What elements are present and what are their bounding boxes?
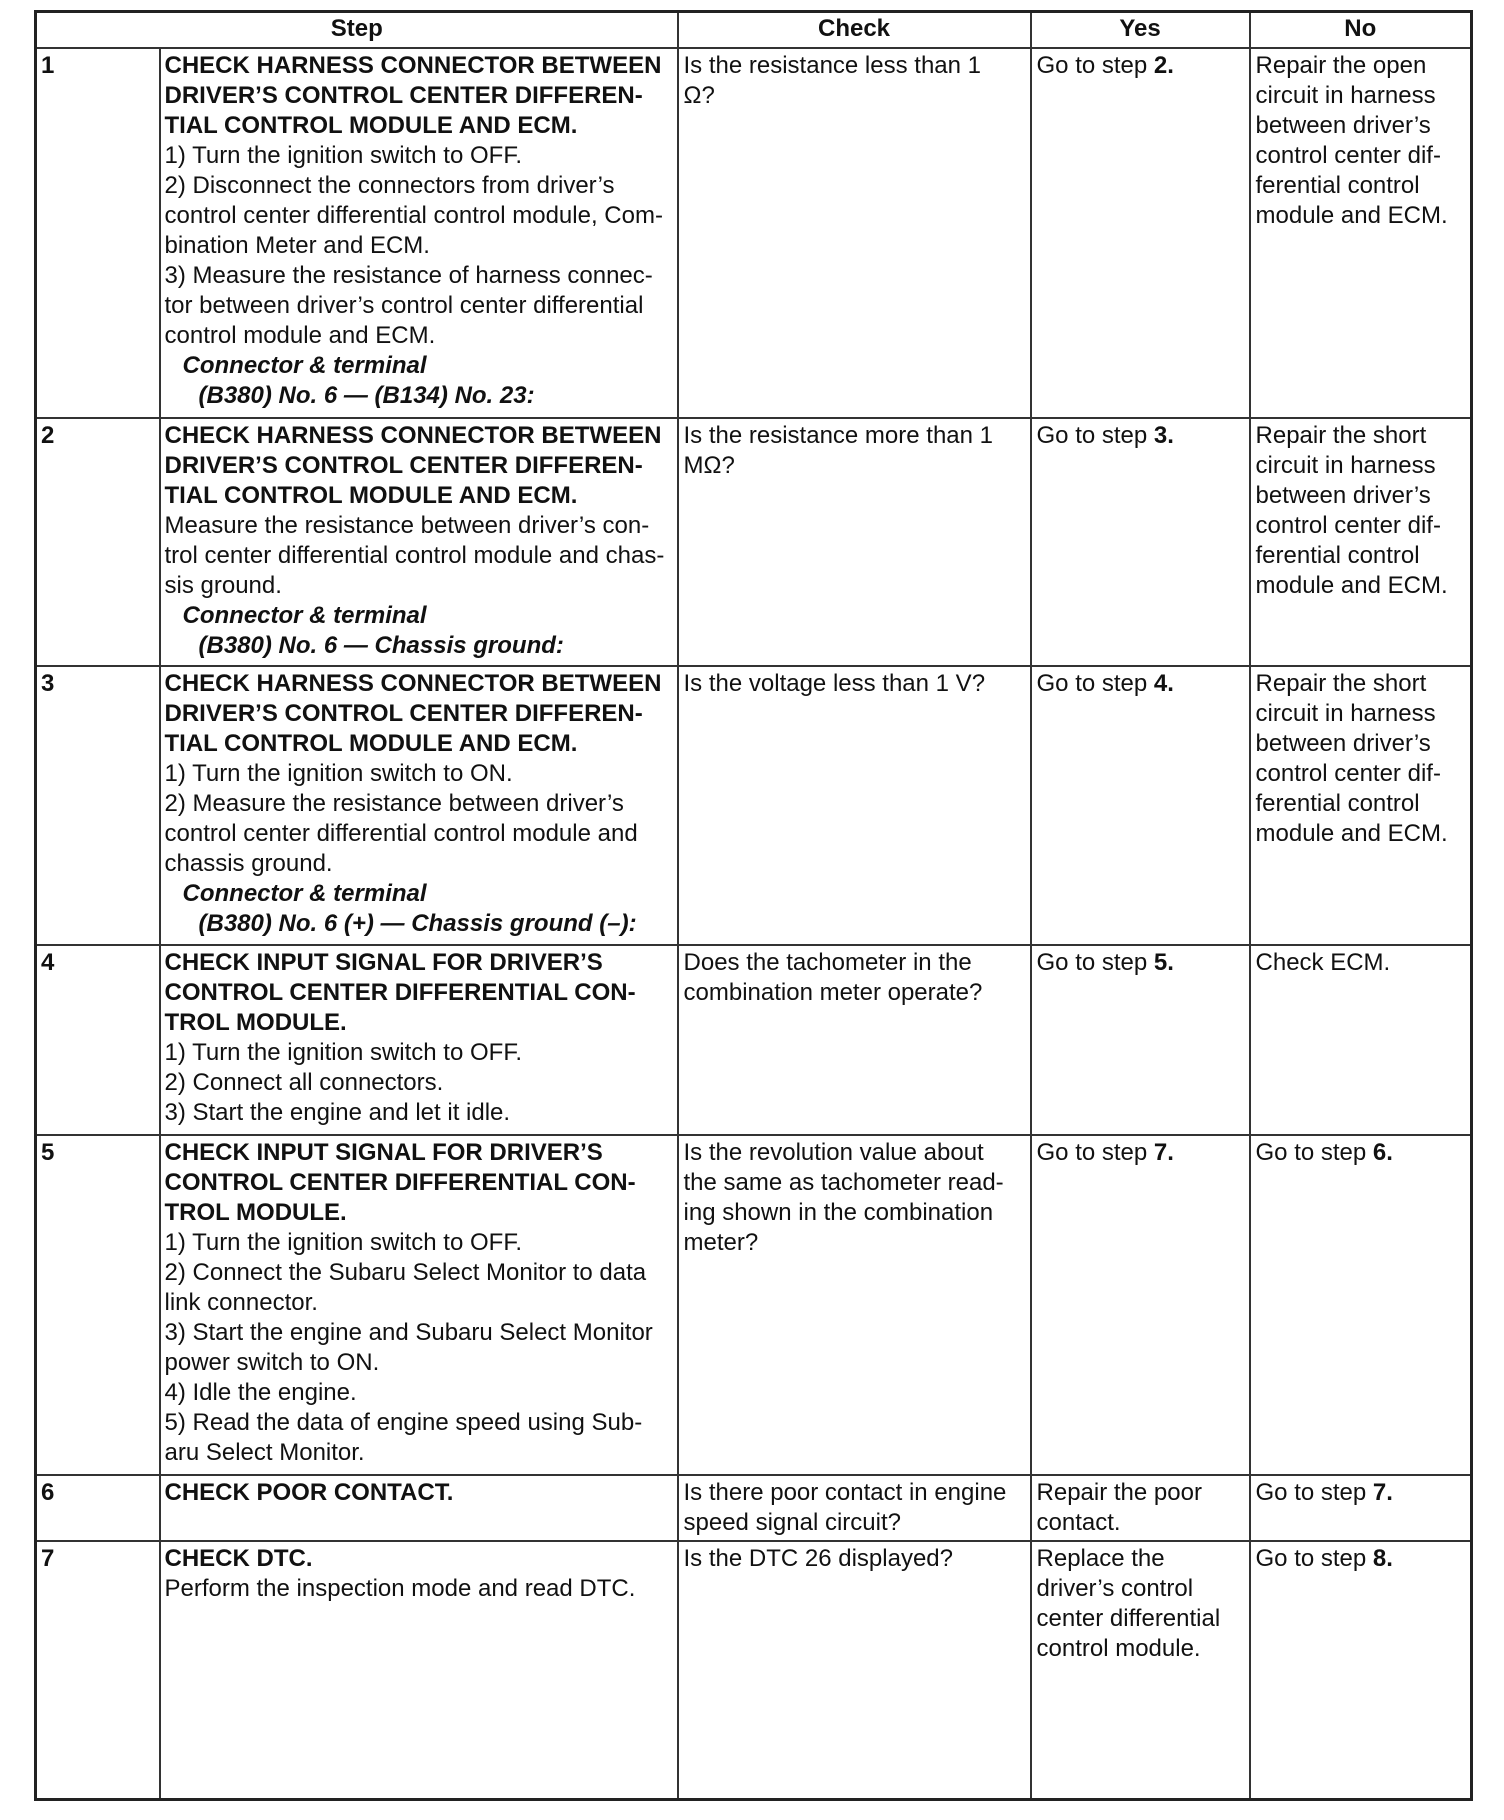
step-instruction: 2) Measure the resistance between driver’s [164,790,624,817]
step-description [160,1541,678,1799]
step-heading: CHECK INPUT SIGNAL FOR DRIVER’S [164,1139,603,1166]
step-heading: DRIVER’S CONTROL CENTER DIFFEREN- [164,452,643,479]
step-number: 4 [36,945,160,1135]
step-heading: CONTROL CENTER DIFFERENTIAL CON- [164,1169,636,1196]
step-instruction: power switch to ON. [164,1349,380,1376]
table-row [36,945,1472,1135]
connector-terminal-value: (B380) No. 6 — (B134) No. 23: [198,382,535,409]
check-text: Does the tachometer in the [683,949,972,976]
no-prefix: Go to step [1255,1139,1373,1166]
no-text: circuit in harness [1255,82,1436,109]
table-header-row [36,12,1472,49]
step-description [160,48,678,418]
check-cell [678,418,1031,666]
yes-cell [1031,1541,1250,1799]
check-text: Is the resistance more than 1 [683,422,994,449]
no-step-ref: 6. [1372,1139,1393,1166]
connector-terminal-label: Connector & terminal [182,352,427,379]
no-text: ferential control [1255,790,1420,817]
no-text: Repair the short [1255,670,1427,697]
step-instruction: control module and ECM. [164,322,436,349]
no-text: module and ECM. [1255,572,1448,599]
yes-text: control module. [1036,1635,1201,1662]
step-instruction: control center differential control module, Com- [164,202,663,229]
yes-prefix: Go to step [1036,670,1154,697]
table-row [36,418,1472,666]
no-text: ferential control [1255,542,1420,569]
yes-cell [1031,418,1250,666]
no-text: control center dif- [1255,760,1441,787]
step-heading: DRIVER’S CONTROL CENTER DIFFEREN- [164,82,643,109]
step-instruction: 3) Measure the resistance of harness connec- [164,262,653,289]
step-instruction: 2) Disconnect the connectors from driver’s [164,172,615,199]
no-step-ref: 7. [1372,1479,1393,1506]
no-cell [1250,1541,1472,1799]
step-heading: TROL MODULE. [164,1009,347,1036]
yes-step-ref: 3. [1153,422,1174,449]
step-instruction: 2) Connect all connectors. [164,1069,444,1096]
no-text: Check ECM. [1255,949,1391,976]
step-instruction: 1) Turn the ignition switch to OFF. [164,1039,522,1066]
step-number: 1 [36,48,160,418]
step-instruction: Perform the inspection mode and read DTC. [164,1575,636,1602]
no-step-ref: 8. [1372,1545,1393,1572]
header-check: Check [678,12,1031,49]
yes-step-ref: 5. [1153,949,1174,976]
step-instruction: 5) Read the data of engine speed using Sub- [164,1409,643,1436]
yes-cell [1031,666,1250,945]
no-text: circuit in harness [1255,700,1436,727]
step-heading: CHECK HARNESS CONNECTOR BETWEEN [164,422,662,449]
no-text: ferential control [1255,172,1420,199]
no-cell [1250,418,1472,666]
yes-prefix: Go to step [1036,1139,1154,1166]
connector-terminal-value: (B380) No. 6 (+) — Chassis ground (–): [198,910,637,937]
yes-prefix: Go to step [1036,52,1154,79]
step-instruction: control center differential control module and [164,820,638,847]
step-description [160,1135,678,1475]
step-number: 7 [36,1541,160,1799]
check-text: Is the revolution value about [683,1139,984,1166]
step-instruction: 2) Connect the Subaru Select Monitor to data [164,1259,647,1286]
no-cell [1250,1135,1472,1475]
check-text: Is the voltage less than 1 V? [683,670,986,697]
step-heading: CONTROL CENTER DIFFERENTIAL CON- [164,979,636,1006]
step-instruction: 1) Turn the ignition switch to ON. [164,760,513,787]
table-row [36,48,1472,418]
check-text: meter? [683,1229,759,1256]
step-description [160,1475,678,1541]
step-heading: TIAL CONTROL MODULE AND ECM. [164,482,578,509]
no-cell [1250,1475,1472,1541]
step-instruction: bination Meter and ECM. [164,232,430,259]
check-cell [678,1135,1031,1475]
step-heading: CHECK HARNESS CONNECTOR BETWEEN [164,52,662,79]
no-text: control center dif- [1255,142,1441,169]
no-text: between driver’s [1255,730,1431,757]
no-text: module and ECM. [1255,202,1448,229]
header-no: No [1250,12,1472,49]
diagnostic-table [34,10,1473,1801]
step-description [160,418,678,666]
yes-text: Repair the poor [1036,1479,1202,1506]
check-cell [678,666,1031,945]
table-row [36,1541,1472,1799]
no-text: Repair the short [1255,422,1427,449]
no-prefix: Go to step [1255,1479,1373,1506]
step-heading: CHECK HARNESS CONNECTOR BETWEEN [164,670,662,697]
step-number: 6 [36,1475,160,1541]
connector-terminal-label: Connector & terminal [182,880,427,907]
no-text: module and ECM. [1255,820,1448,847]
step-instruction: 3) Start the engine and Subaru Select Monitor [164,1319,653,1346]
step-heading: CHECK DTC. [164,1545,313,1572]
check-cell [678,1475,1031,1541]
no-cell [1250,48,1472,418]
yes-prefix: Go to step [1036,422,1154,449]
connector-terminal-label: Connector & terminal [182,602,427,629]
yes-step-ref: 4. [1153,670,1174,697]
check-text: combination meter operate? [683,979,983,1006]
table-row [36,1475,1472,1541]
no-text: between driver’s [1255,112,1431,139]
step-number: 5 [36,1135,160,1475]
step-description [160,945,678,1135]
yes-text: contact. [1036,1509,1121,1536]
step-instruction: sis ground. [164,572,282,599]
no-prefix: Go to step [1255,1545,1373,1572]
yes-text: Replace the [1036,1545,1165,1572]
no-cell [1250,945,1472,1135]
step-instruction: 1) Turn the ignition switch to OFF. [164,1229,522,1256]
check-text: Is there poor contact in engine [683,1479,1007,1506]
check-cell [678,945,1031,1135]
document-page [34,10,1470,1801]
check-cell [678,1541,1031,1799]
no-text: Repair the open [1255,52,1427,79]
check-text: Ω? [683,82,715,109]
check-cell [678,48,1031,418]
yes-text: center differential [1036,1605,1221,1632]
step-number: 2 [36,418,160,666]
no-text: circuit in harness [1255,452,1436,479]
yes-text: driver’s control [1036,1575,1194,1602]
check-text: MΩ? [683,452,735,479]
no-text: between driver’s [1255,482,1431,509]
step-instruction: 4) Idle the engine. [164,1379,357,1406]
step-instruction: Measure the resistance between driver’s con- [164,512,650,539]
yes-cell [1031,1135,1250,1475]
step-description [160,666,678,945]
header-step: Step [36,12,678,49]
step-heading: TIAL CONTROL MODULE AND ECM. [164,112,578,139]
step-heading: CHECK POOR CONTACT. [164,1479,454,1506]
step-instruction: 3) Start the engine and let it idle. [164,1099,511,1126]
step-number: 3 [36,666,160,945]
step-instruction: chassis ground. [164,850,333,877]
yes-cell [1031,1475,1250,1541]
check-text: speed signal circuit? [683,1509,901,1536]
step-instruction: aru Select Monitor. [164,1439,365,1466]
step-instruction: trol center differential control module and chas- [164,542,665,569]
table-row [36,666,1472,945]
step-heading: TIAL CONTROL MODULE AND ECM. [164,730,578,757]
step-instruction: 1) Turn the ignition switch to OFF. [164,142,522,169]
step-heading: DRIVER’S CONTROL CENTER DIFFEREN- [164,700,643,727]
yes-cell [1031,945,1250,1135]
table-row [36,1135,1472,1475]
step-instruction: tor between driver’s control center differential [164,292,644,319]
header-yes: Yes [1031,12,1250,49]
check-text: ing shown in the combination [683,1199,994,1226]
no-text: control center dif- [1255,512,1441,539]
no-cell [1250,666,1472,945]
step-heading: TROL MODULE. [164,1199,347,1226]
check-text: Is the resistance less than 1 [683,52,982,79]
connector-terminal-value: (B380) No. 6 — Chassis ground: [198,632,564,659]
step-heading: CHECK INPUT SIGNAL FOR DRIVER’S [164,949,603,976]
yes-step-ref: 2. [1153,52,1174,79]
yes-step-ref: 7. [1153,1139,1174,1166]
check-text: Is the DTC 26 displayed? [683,1545,953,1572]
yes-cell [1031,48,1250,418]
yes-prefix: Go to step [1036,949,1154,976]
step-instruction: link connector. [164,1289,318,1316]
check-text: the same as tachometer read- [683,1169,1004,1196]
